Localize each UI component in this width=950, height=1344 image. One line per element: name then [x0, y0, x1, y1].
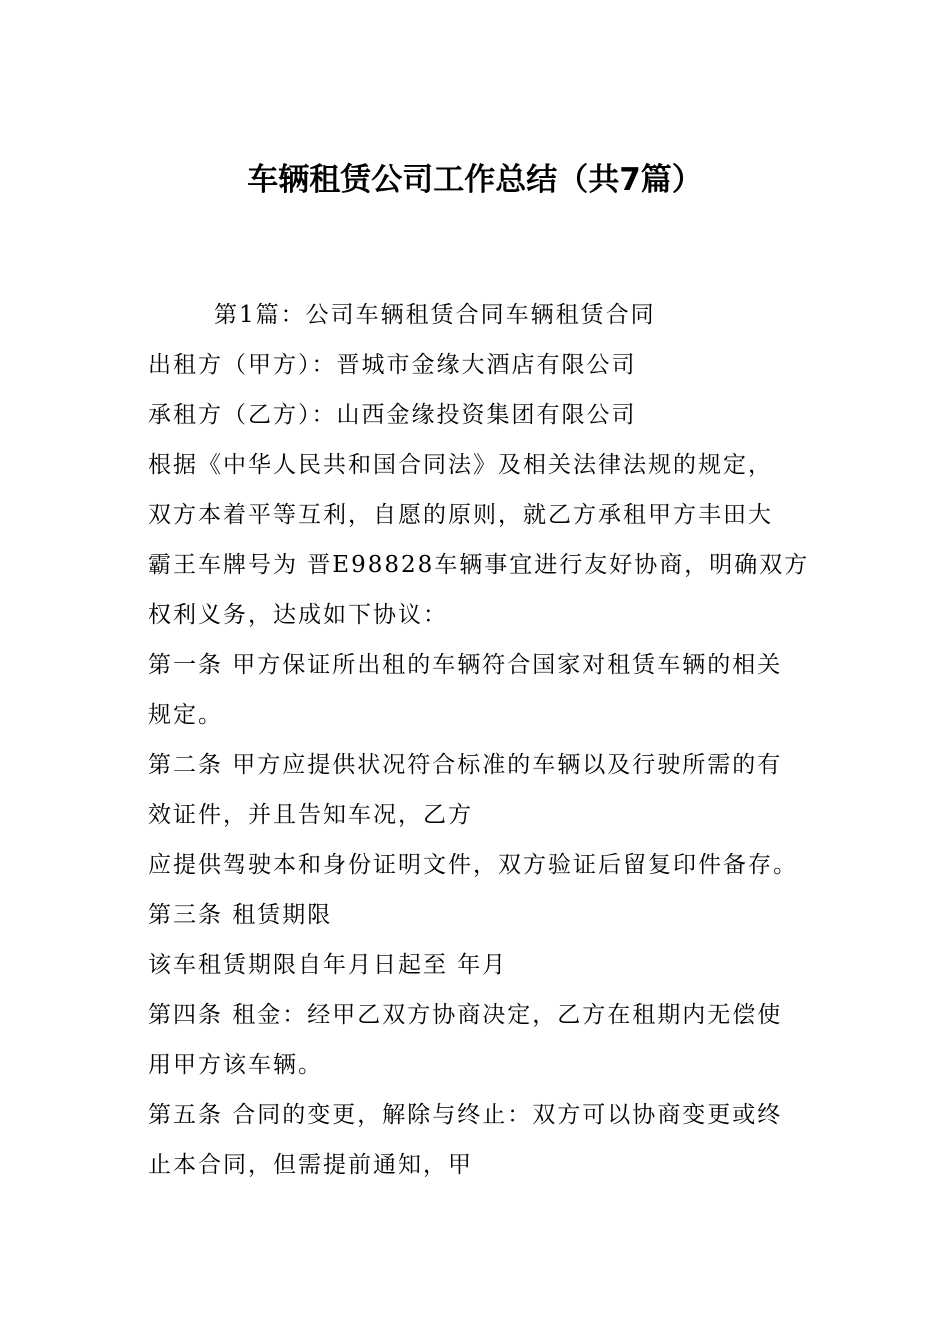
text-line: 双方本着平等互利，自愿的原则，就乙方承租甲方丰田大 — [148, 502, 773, 528]
section-heading: 第1篇：公司车辆租赁合同车辆租赁合同 — [214, 302, 656, 328]
text-line: 第四条 租金：经甲乙双方协商决定，乙方在租期内无偿使 — [148, 1002, 783, 1028]
text-line: 止本合同，但需提前通知，甲 — [148, 1152, 473, 1178]
text-line: 第三条 租赁期限 — [148, 902, 333, 928]
text-line: 效证件，并且告知车况，乙方 — [148, 802, 473, 828]
text-line: 第一条 甲方保证所出租的车辆符合国家对租赁车辆的相关 — [148, 652, 783, 678]
document-body — [148, 290, 818, 1190]
text-line: 应提供驾驶本和身份证明文件，双方验证后留复印件备存。 — [148, 852, 798, 878]
text-line: 承租方（乙方）：山西金缘投资集团有限公司 — [148, 402, 637, 428]
text-line: 出租方（甲方）：晋城市金缘大酒店有限公司 — [148, 352, 637, 378]
text-line: 第二条 甲方应提供状况符合标准的车辆以及行驶所需的有 — [148, 752, 783, 778]
text-line: 用甲方该车辆。 — [148, 1052, 323, 1078]
text-line: 霸王车牌号为 晋E98828车辆事宜进行友好协商，明确双方 — [148, 552, 810, 578]
text-line: 规定。 — [148, 702, 223, 728]
text-line: 该车租赁期限自年月日起至 年月 — [148, 952, 508, 978]
text-line: 第五条 合同的变更，解除与终止：双方可以协商变更或终 — [148, 1102, 783, 1128]
document-title: 车辆租赁公司工作总结（共7篇） — [247, 162, 703, 198]
text-line: 权利义务，达成如下协议： — [148, 602, 448, 628]
text-line: 根据《中华人民共和国合同法》及相关法律法规的规定， — [148, 452, 773, 478]
